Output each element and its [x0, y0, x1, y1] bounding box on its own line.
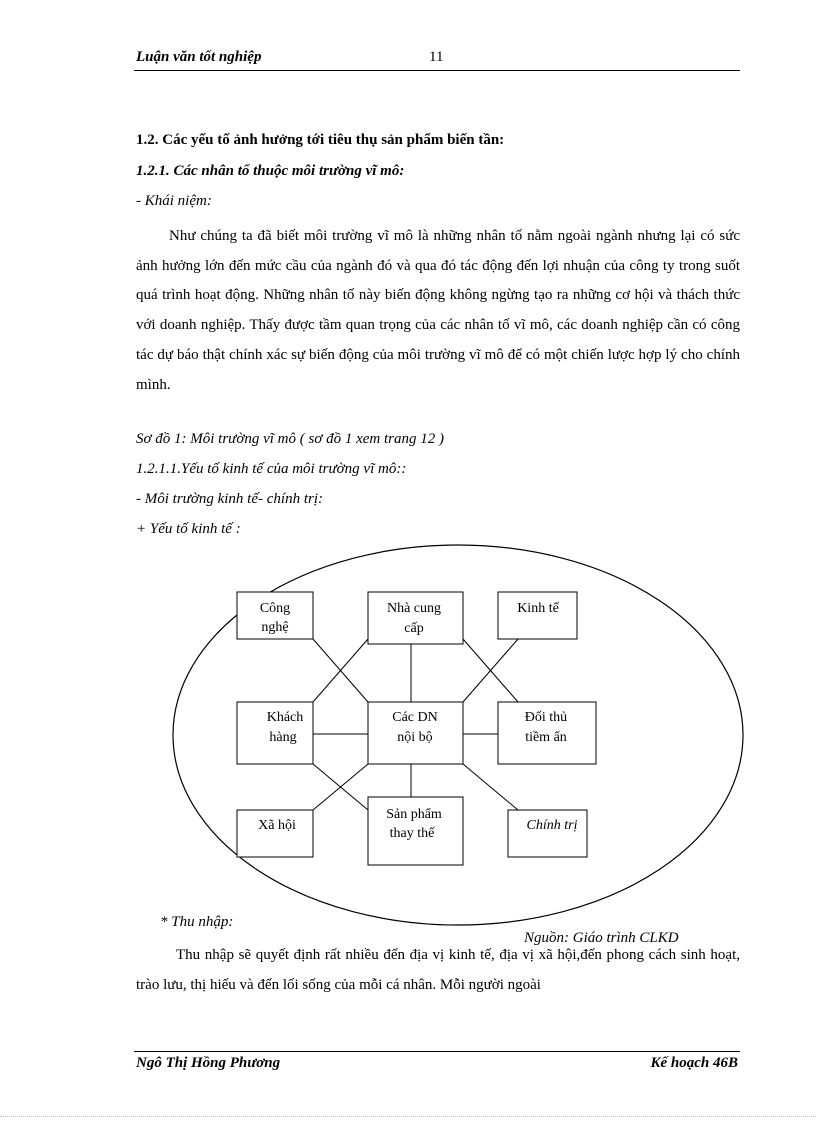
box-cac-dn-line1: Các DN: [392, 710, 438, 725]
box-kinh-te-line1: Kinh tế: [517, 601, 559, 616]
bullet-economic-factor: + Yếu tố kinh tế :: [136, 521, 241, 537]
concept-label: - Khái niệm:: [136, 193, 212, 209]
box-doi-thu-line1: Đối thủ: [524, 710, 568, 725]
paragraph-1-text: Như chúng ta đã biết môi trường vĩ mô là những nhân tố nằm ngoài ngành nhưng lại có sức ảnh hưởng lớn đến mức cầu của ngành đó và qua đó tác động đến lợi nhuận của công ty trong suốt quá trình hoạt động. Những nhân tố này biến động không ngừng tạo ra những cơ hội và thách thức với doanh nghiệp. Thấy được tầm quan trọng của các nhân tố vĩ mô, các doanh nghiệp cần có công tác dự báo thật chính xác sự biến động của môi trường vĩ mô để có một chiến lược hợp lý cho chính mình.: [136, 228, 740, 393]
box-xa-hoi-line1: Xã hội: [258, 818, 296, 833]
paragraph-income: [136, 940, 740, 1000]
macro-environment-diagram: [150, 540, 770, 930]
box-cac-dn: [368, 702, 463, 764]
subsubsection-title: 1.2.1.1.Yếu tố kinh tế của môi trường vĩ mô::: [136, 461, 407, 477]
box-nha-cung-cap: [368, 592, 463, 644]
page-number: 11: [429, 49, 444, 65]
box-nha-cung-cap-line1: Nhà cung: [386, 601, 442, 616]
footer-author: Ngô Thị Hồng Phương: [136, 1055, 281, 1071]
paragraph-macro-environment: [136, 222, 740, 400]
box-khach-hang-line2: hàng: [269, 730, 297, 745]
header-title: Luận văn tốt nghiệp: [136, 49, 262, 65]
box-san-pham: [368, 797, 463, 865]
box-kinh-te: [498, 592, 577, 639]
box-nha-cung-cap-line2: cấp: [404, 621, 424, 636]
box-cac-dn-line2: nội bộ: [397, 730, 433, 745]
box-xa-hoi: [237, 810, 313, 857]
page-edge-dotted-rule: [0, 1116, 816, 1117]
footer-rule: [134, 1051, 740, 1052]
diagram-source-note: Nguồn: Giáo trình CLKD: [524, 930, 679, 946]
subsection-title: 1.2.1. Các nhân tố thuộc môi trường vĩ mô:: [136, 163, 405, 179]
box-cong-nghe: [237, 592, 313, 639]
header-rule: [134, 70, 740, 71]
box-doi-thu: [498, 702, 596, 764]
box-cong-nghe-line2: nghệ: [261, 620, 289, 635]
footer-class: Kế hoạch 46B: [650, 1055, 738, 1071]
box-cong-nghe-line1: Công: [259, 601, 291, 616]
box-khach-hang-line1: Khách: [266, 710, 304, 725]
box-san-pham-line2: thay thế: [389, 826, 435, 841]
box-khach-hang: [237, 702, 313, 764]
box-chinh-tri: [508, 810, 587, 857]
section-title: 1.2. Các yếu tố ảnh hưởng tới tiêu thụ sản phẩm biến tần:: [136, 132, 505, 148]
box-san-pham-line1: Sản phẩm: [386, 807, 442, 822]
paragraph-2-text: Thu nhập sẽ quyết định rất nhiều đến địa vị kinh tế, địa vị xã hội,đến phong cách sinh hoạt, trào lưu, thị hiếu và đến lối sống của mỗi cá nhân. Mỗi người ngoài: [136, 947, 740, 993]
income-heading: * Thu nhập:: [160, 914, 234, 930]
box-chinh-tri-line1: Chính trị: [526, 818, 578, 833]
box-doi-thu-line2: tiềm ẩn: [525, 730, 567, 745]
diagram-caption: Sơ đồ 1: Môi trường vĩ mô ( sơ đồ 1 xem trang 12 ): [136, 431, 444, 447]
bullet-economic-political: - Môi trường kinh tế- chính trị:: [136, 491, 323, 507]
